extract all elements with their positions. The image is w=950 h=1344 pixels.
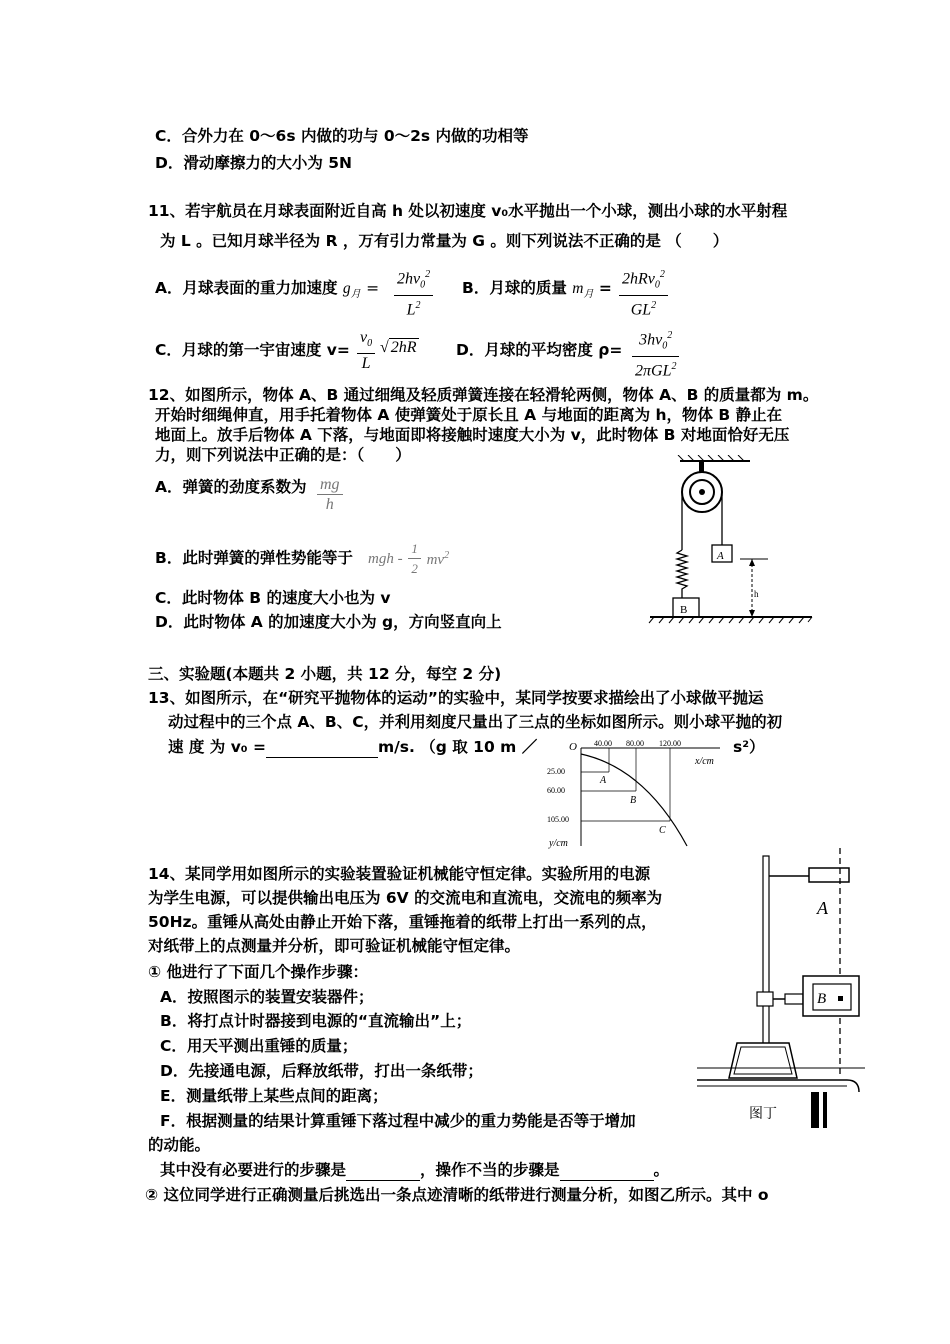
q14-step-e: E．测量纸带上某些点间的距离；	[160, 1087, 388, 1105]
x-tick-1: 40.00	[594, 739, 612, 748]
q11-option-b-text: B．月球的质量	[462, 279, 567, 297]
q10-option-d: D．滑动摩擦力的大小为 5N	[155, 154, 353, 172]
q13-answer-blank[interactable]	[266, 737, 378, 758]
q13-line3-middle: m/s. （g 取 10 m ／	[377, 738, 538, 756]
q13-line3-prefix: 速 度 为 v₀ =	[168, 738, 266, 756]
moon-subscript: 月	[583, 289, 594, 301]
q11-option-a-text: A．月球表面的重力加速度	[155, 279, 338, 297]
q14-line3: 50Hz。重锤从高处由静止开始下落，重锤拖着的纸带上打出一系列的点，	[148, 913, 657, 931]
q14-step-c: C．用天平测出重锤的质量；	[160, 1037, 358, 1055]
q13-line2: 动过程中的三个点 A、B、C，并利用刻度尺量出了三点的坐标如图所示。则小球平抛的初	[168, 713, 783, 731]
projectile-figure	[545, 738, 735, 853]
q14-line4: 对纸带上的点测量并分析，即可验证机械能守恒定律。	[148, 937, 521, 955]
q12-option-b: B．此时弹簧的弹性势能等于	[155, 549, 353, 567]
q14-line2: 为学生电源，可以提供输出电压为 6V 的交流电和直流电，交流电的频率为	[148, 889, 663, 907]
q14-question-1-end: 。	[653, 1161, 670, 1179]
q14-step-intro: ① 他进行了下面几个操作步骤：	[148, 963, 369, 981]
height-label: h	[754, 589, 759, 599]
q14-part-2: ② 这位同学进行正确测量后挑选出一条点迹清晰的纸带进行测量分析，如图乙所示。其中 o	[145, 1186, 769, 1204]
q10-option-c: C．合外力在 0～6s 内做的功与 0～2s 内做的功相等	[155, 127, 529, 145]
q14-question-1-middle: ，操作不当的步骤是	[420, 1161, 560, 1179]
y-tick-1: 25.00	[547, 767, 565, 776]
q14-question-1-prefix: 其中没有必要进行的步骤是	[160, 1161, 347, 1179]
q12-option-a: A．弹簧的劲度系数为	[155, 478, 307, 496]
point-b-label: B	[630, 795, 637, 806]
origin-label: O	[569, 741, 577, 753]
q12-formula-k: $\frac{mg}{h}$	[317, 476, 343, 515]
q12-stem-line1: 12、如图所示，物体 A、B 通过细绳及轻质弹簧连接在轻滑轮两侧，物体 A、B 的质量都为 m。	[148, 386, 819, 404]
q14-step-a: A．按照图示的装置安装器件；	[160, 988, 374, 1006]
q12-stem-line3: 地面上。放手后物体 A 下落，与地面即将接触时速度大小为 v，此时物体 B 对地面恰好无压	[155, 426, 790, 444]
q11-option-d: D．月球的平均密度 ρ=	[456, 341, 623, 359]
q14-step-b: B．将打点计时器接到电源的“直流输出”上；	[160, 1012, 472, 1030]
pulley-figure	[640, 455, 820, 630]
q11-option-a: A．月球表面的重力加速度 $g_月$ =	[155, 279, 380, 301]
q14-blank-unnecessary-step[interactable]	[346, 1160, 420, 1181]
y-tick-2: 60.00	[547, 786, 565, 795]
block-b-label: B	[680, 604, 688, 616]
figure-caption: 图丁	[749, 1107, 777, 1122]
q14-blank-improper-step[interactable]	[560, 1160, 654, 1181]
q14-step-d: D．先接通电源，后释放纸带，打出一条纸带；	[160, 1062, 483, 1080]
q11-option-b: B．月球的质量 $m_月$ =	[462, 279, 612, 301]
q12-formula-energy: mgh - $\frac{1}{2}$ $mv^2$	[368, 541, 450, 576]
x-tick-3: 120.00	[659, 739, 681, 748]
q13-line3-suffix: s²）	[733, 738, 765, 756]
q11-formula-sqrt: √ 2hR	[380, 339, 417, 356]
q12-stem-line4: 力，则下列说法中正确的是：（ ）	[155, 446, 411, 464]
q11-formula-rho: $3hv_0^2$ 2πGL$^2$	[632, 327, 679, 381]
block-a-label: A	[717, 550, 724, 562]
apparatus-figure	[697, 848, 865, 1128]
x-tick-2: 80.00	[626, 739, 644, 748]
q11-stem-line2: 为 L 。已知月球半径为 R ，万有引力常量为 G 。则下列说法不正确的是 （ ）	[160, 232, 729, 250]
q12-option-c: C．此时物体 B 的速度大小也为 v	[155, 589, 391, 607]
q13-line1: 13、如图所示，在“研究平抛物体的运动”的实验中，某同学按要求描绘出了小球做平抛运	[148, 689, 764, 707]
photogate-b-label: B	[817, 991, 827, 1007]
point-c-label: C	[659, 825, 666, 836]
q14-question-1	[160, 1160, 669, 1181]
q11-option-c: C．月球的第一宇宙速度 v=	[155, 341, 350, 359]
q14-line1: 14、某同学用如图所示的实验装置验证机械能守恒定律。实验所用的电源	[148, 865, 651, 883]
photogate-a-label: A	[817, 898, 828, 918]
point-a-label: A	[600, 775, 607, 786]
y-tick-3: 105.00	[547, 815, 569, 824]
q14-step-f2: 的动能。	[148, 1136, 211, 1154]
q13-line3	[168, 737, 537, 758]
q12-stem-line2: 开始时细绳伸直，用手托着物体 A 使弹簧处于原长且 A 与地面的距离为 h，物体 B 静止在	[155, 406, 783, 424]
q12-option-d: D．此时物体 A 的加速度大小为 g，方向竖直向上	[155, 613, 502, 631]
q14-step-f1: F．根据测量的结果计算重锤下落过程中减少的重力势能是否等于增加	[160, 1112, 636, 1130]
moon-subscript: 月	[350, 289, 361, 301]
q11-stem-line1: 11、若宇航员在月球表面附近自高 h 处以初速度 v₀水平抛出一个小球，测出小球的水平射程	[148, 202, 788, 220]
x-axis-label: x/cm	[695, 756, 714, 767]
section-3-heading: 三、实验题(本题共 2 小题，共 12 分，每空 2 分)	[148, 665, 502, 683]
q11-formula-v-frac: $\frac{v_0}{L}$	[357, 329, 375, 374]
q11-formula-g: $\frac{2hv_0^2}{L^2}$	[394, 266, 433, 320]
q11-formula-m: 2hRv$_0^2$ $GL^2$	[619, 266, 668, 320]
y-axis-label: y/cm	[549, 838, 568, 849]
